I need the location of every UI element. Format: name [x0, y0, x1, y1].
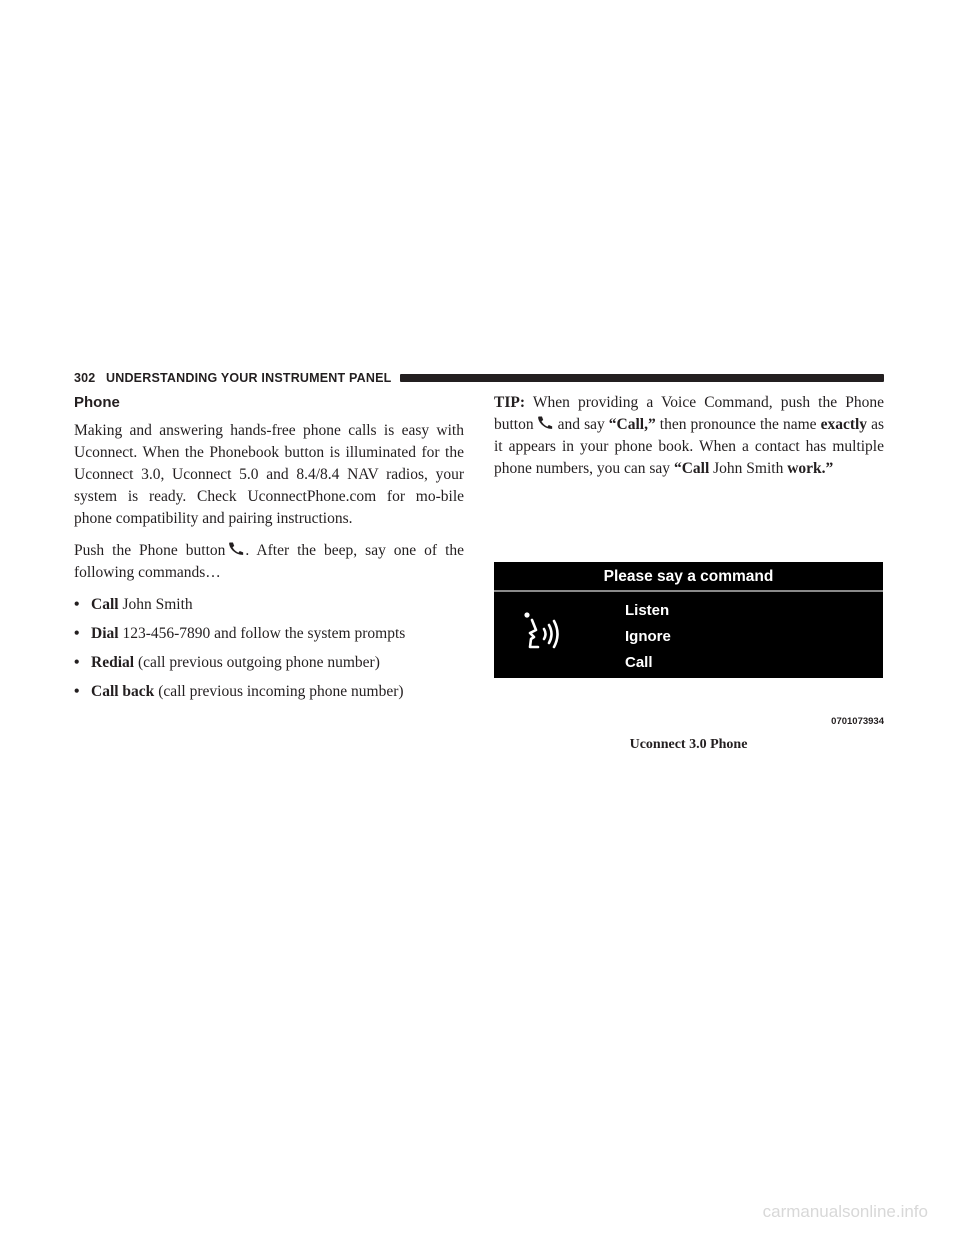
tip-text: When providing a Voice Command, push the Phone button [494, 394, 884, 433]
list-item [74, 623, 464, 645]
instruction-text-end: . After the beep, say one of the following commands… [74, 542, 465, 581]
command-description: (call previous outgoing phone number) [134, 654, 380, 671]
tip-text: as it appears in your phone book. When a contact has multiple phone numbers, you can say [494, 416, 885, 477]
command-keyword: Call [91, 596, 119, 613]
tip-text: John Smith [709, 460, 788, 477]
list-item [74, 594, 464, 616]
section-heading: Phone [74, 394, 120, 411]
bullet-icon: • [74, 683, 80, 700]
watermark: carmanualsonline.info [762, 1202, 928, 1221]
tip-emphasis: exactly [820, 416, 868, 433]
tip-emphasis: work.” [787, 460, 834, 477]
page-header [74, 370, 884, 388]
screen-prompt: Please say a command [494, 562, 883, 592]
figure-caption: Uconnect 3.0 Phone [629, 737, 748, 752]
tip-text: then pronounce the name [655, 416, 821, 433]
page-number: 302 [74, 371, 96, 385]
bullet-icon: • [74, 625, 80, 642]
command-keyword: Call back [91, 683, 155, 700]
tip-paragraph [494, 392, 884, 480]
command-description: 123-456-7890 and follow the system prompts [118, 625, 406, 642]
command-keyword: Redial [91, 654, 135, 671]
uconnect-screen [494, 562, 883, 678]
tip-emphasis: “Call [673, 460, 710, 477]
bullet-icon: • [74, 596, 80, 613]
instruction-paragraph [74, 540, 464, 584]
phone-icon [536, 415, 553, 430]
intro-paragraph: Making and answering hands-free phone calls is easy with Uconnect. When the Phonebook button is illuminated for the Uconnect 3.0, Uconnect 5.0 and 8.4/8.4 NAV radios, your system is ready. Check UconnectPhone.com for mo-bile phone compatibility and pairing instructions. [74, 422, 464, 527]
option-call: Call [625, 654, 653, 671]
tip-text: and say [553, 416, 609, 433]
voice-speaking-icon [518, 606, 566, 658]
right-column [494, 392, 884, 490]
bullet-icon: • [74, 654, 80, 671]
header-rule [400, 374, 884, 382]
phone-icon [227, 541, 244, 556]
list-item [74, 652, 464, 674]
list-item [74, 681, 464, 703]
command-list [74, 594, 464, 703]
tip-emphasis: “Call,” [608, 416, 656, 433]
section-title: UNDERSTANDING YOUR INSTRUMENT PANEL [106, 371, 392, 385]
tip-label: TIP: [494, 394, 525, 411]
option-listen: Listen [625, 602, 670, 619]
command-description: John Smith [118, 596, 193, 613]
command-keyword: Dial [91, 625, 119, 642]
option-ignore: Ignore [625, 628, 671, 645]
instruction-text-start: Push the Phone button [74, 542, 226, 559]
figure-image-id: 0701073934 [831, 716, 884, 727]
command-description: (call previous incoming phone number) [154, 683, 404, 700]
left-column [74, 392, 464, 710]
command-options [625, 599, 671, 677]
